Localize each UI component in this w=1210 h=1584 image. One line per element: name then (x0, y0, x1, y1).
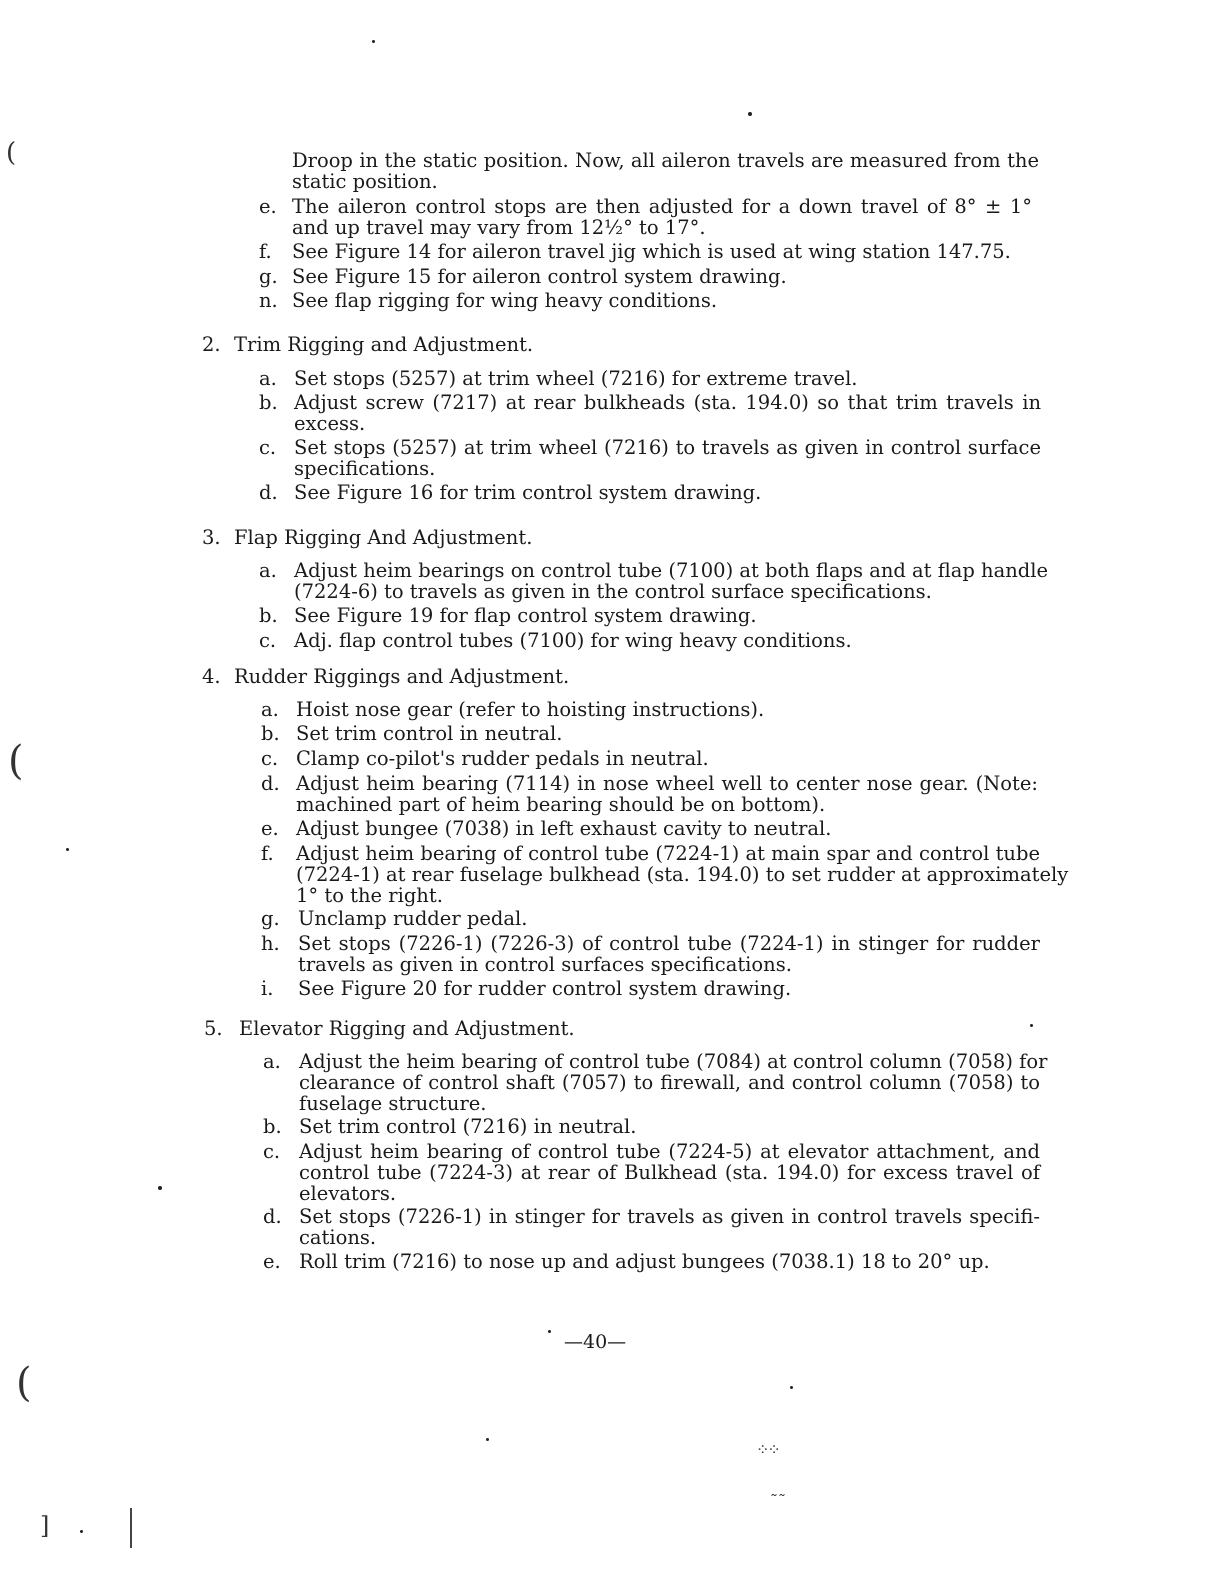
item-line: Roll trim (7216) to nose up and adjust bungees (7038.1) 18 to 20° up. (299, 1250, 990, 1273)
item-label: i. (261, 977, 274, 1000)
item-label: d. (263, 1205, 282, 1228)
item-label: h. (261, 932, 280, 955)
item-line: 1° to the right. (296, 884, 443, 907)
intro-line-2: static position. (292, 170, 438, 193)
scan-mark (130, 1508, 132, 1548)
item-line: (7224-6) to travels as given in the control surface specifications. (294, 580, 932, 603)
speck (486, 1438, 489, 1441)
intro-line-1: Droop in the static position. Now, all aileron travels are measured from the (292, 149, 1039, 172)
item-line: The aileron control stops are then adjusted for a down travel of 8° ± 1° (292, 195, 1032, 218)
item-line: specifications. (294, 457, 436, 480)
item-label: a. (263, 1050, 281, 1073)
speck (158, 1186, 162, 1190)
item-line: excess. (294, 412, 366, 435)
scan-mark: ( (16, 1360, 32, 1406)
speck (66, 848, 69, 851)
item-line: Adjust heim bearings on control tube (7100) at both flaps and at flap handle (294, 559, 1049, 582)
item-line: Adj. flap control tubes (7100) for wing heavy conditions. (294, 629, 852, 652)
section-heading: 4. Rudder Riggings and Adjustment. (202, 665, 570, 688)
item-label: b. (263, 1115, 282, 1138)
speck (548, 1330, 551, 1333)
speck (1030, 1024, 1033, 1027)
item-line: travels as given in control surfaces specifications. (298, 953, 792, 976)
item-label: b. (261, 722, 280, 745)
item-label: n. (259, 289, 278, 312)
item-line: See Figure 19 for flap control system drawing. (294, 604, 757, 627)
item-line: Set trim control in neutral. (296, 722, 563, 745)
scan-mark: ( (6, 138, 17, 168)
item-line: Set trim control (7216) in neutral. (299, 1115, 637, 1138)
item-label: e. (263, 1250, 281, 1273)
speck (748, 112, 752, 116)
item-line: machined part of heim bearing should be on bottom). (296, 793, 826, 816)
item-line: cations. (299, 1226, 377, 1249)
item-label: g. (259, 265, 278, 288)
item-line: See Figure 14 for aileron travel jig which is used at wing station 147.75. (292, 240, 1011, 263)
item-line: Adjust screw (7217) at rear bulkheads (sta. 194.0) so that trim travels in (294, 391, 1041, 414)
item-line: Clamp co-pilot's rudder pedals in neutral. (296, 747, 709, 770)
item-line: (7224-1) at rear fuselage bulkhead (sta. 194.0) to set rudder at approximately (296, 863, 1069, 886)
item-line: See Figure 15 for aileron control system drawing. (292, 265, 787, 288)
speck (790, 1386, 793, 1389)
item-line: Set stops (5257) at trim wheel (7216) for extreme travel. (294, 367, 858, 390)
item-label: f. (261, 842, 274, 865)
section-heading: 5. Elevator Rigging and Adjustment. (204, 1017, 575, 1040)
item-label: f. (259, 240, 272, 263)
speck (80, 1530, 83, 1533)
section-heading: 3. Flap Rigging And Adjustment. (202, 526, 533, 549)
item-label: d. (261, 772, 280, 795)
item-line: clearance of control shaft (7057) to firewall, and control column (7058) to (299, 1071, 1040, 1094)
item-line: Set stops (7226-1) in stinger for travels as given in control travels specifi- (299, 1205, 1040, 1228)
item-label: c. (263, 1140, 281, 1163)
item-line: fuselage structure. (299, 1092, 487, 1115)
scan-mark: ˷˷ (770, 1478, 786, 1497)
scan-mark: ⁘⁘ (756, 1440, 779, 1459)
page-number: —40— (564, 1331, 627, 1353)
item-label: e. (259, 195, 277, 218)
item-label: g. (261, 907, 280, 930)
item-line: and up travel may vary from 12½° to 17°. (292, 216, 706, 239)
item-label: c. (261, 747, 279, 770)
item-label: c. (259, 629, 277, 652)
item-label: a. (259, 559, 277, 582)
item-label: b. (259, 604, 278, 627)
item-line: Adjust the heim bearing of control tube (7084) at control column (7058) for (299, 1050, 1048, 1073)
section-heading: 2. Trim Rigging and Adjustment. (202, 333, 534, 356)
item-line: Adjust heim bearing (7114) in nose wheel well to center nose gear. (Note: (296, 772, 1038, 795)
speck (372, 40, 375, 43)
item-line: Set stops (7226-1) (7226-3) of control tube (7224-1) in stinger for rudder (298, 932, 1040, 955)
item-label: b. (259, 391, 278, 414)
item-line: control tube (7224-3) at rear of Bulkhead (sta. 194.0) for excess travel of (299, 1161, 1040, 1184)
item-label: c. (259, 436, 277, 459)
item-line: Unclamp rudder pedal. (298, 907, 528, 930)
item-line: Adjust heim bearing of control tube (7224-1) at main spar and control tube (296, 842, 1040, 865)
item-line: Set stops (5257) at trim wheel (7216) to travels as given in control surface (294, 436, 1041, 459)
item-label: a. (259, 367, 277, 390)
scan-mark: ] (40, 1512, 50, 1540)
item-line: See flap rigging for wing heavy conditions. (292, 289, 718, 312)
item-line: Hoist nose gear (refer to hoisting instructions). (296, 698, 765, 721)
item-label: e. (261, 817, 279, 840)
item-line: Adjust bungee (7038) in left exhaust cavity to neutral. (296, 817, 832, 840)
item-label: a. (261, 698, 279, 721)
item-line: Adjust heim bearing of control tube (7224-5) at elevator attachment, and (299, 1140, 1040, 1163)
item-line: elevators. (299, 1182, 397, 1205)
item-line: See Figure 20 for rudder control system drawing. (298, 977, 792, 1000)
scan-mark: ( (8, 738, 24, 784)
item-label: d. (259, 481, 278, 504)
item-line: See Figure 16 for trim control system drawing. (294, 481, 762, 504)
